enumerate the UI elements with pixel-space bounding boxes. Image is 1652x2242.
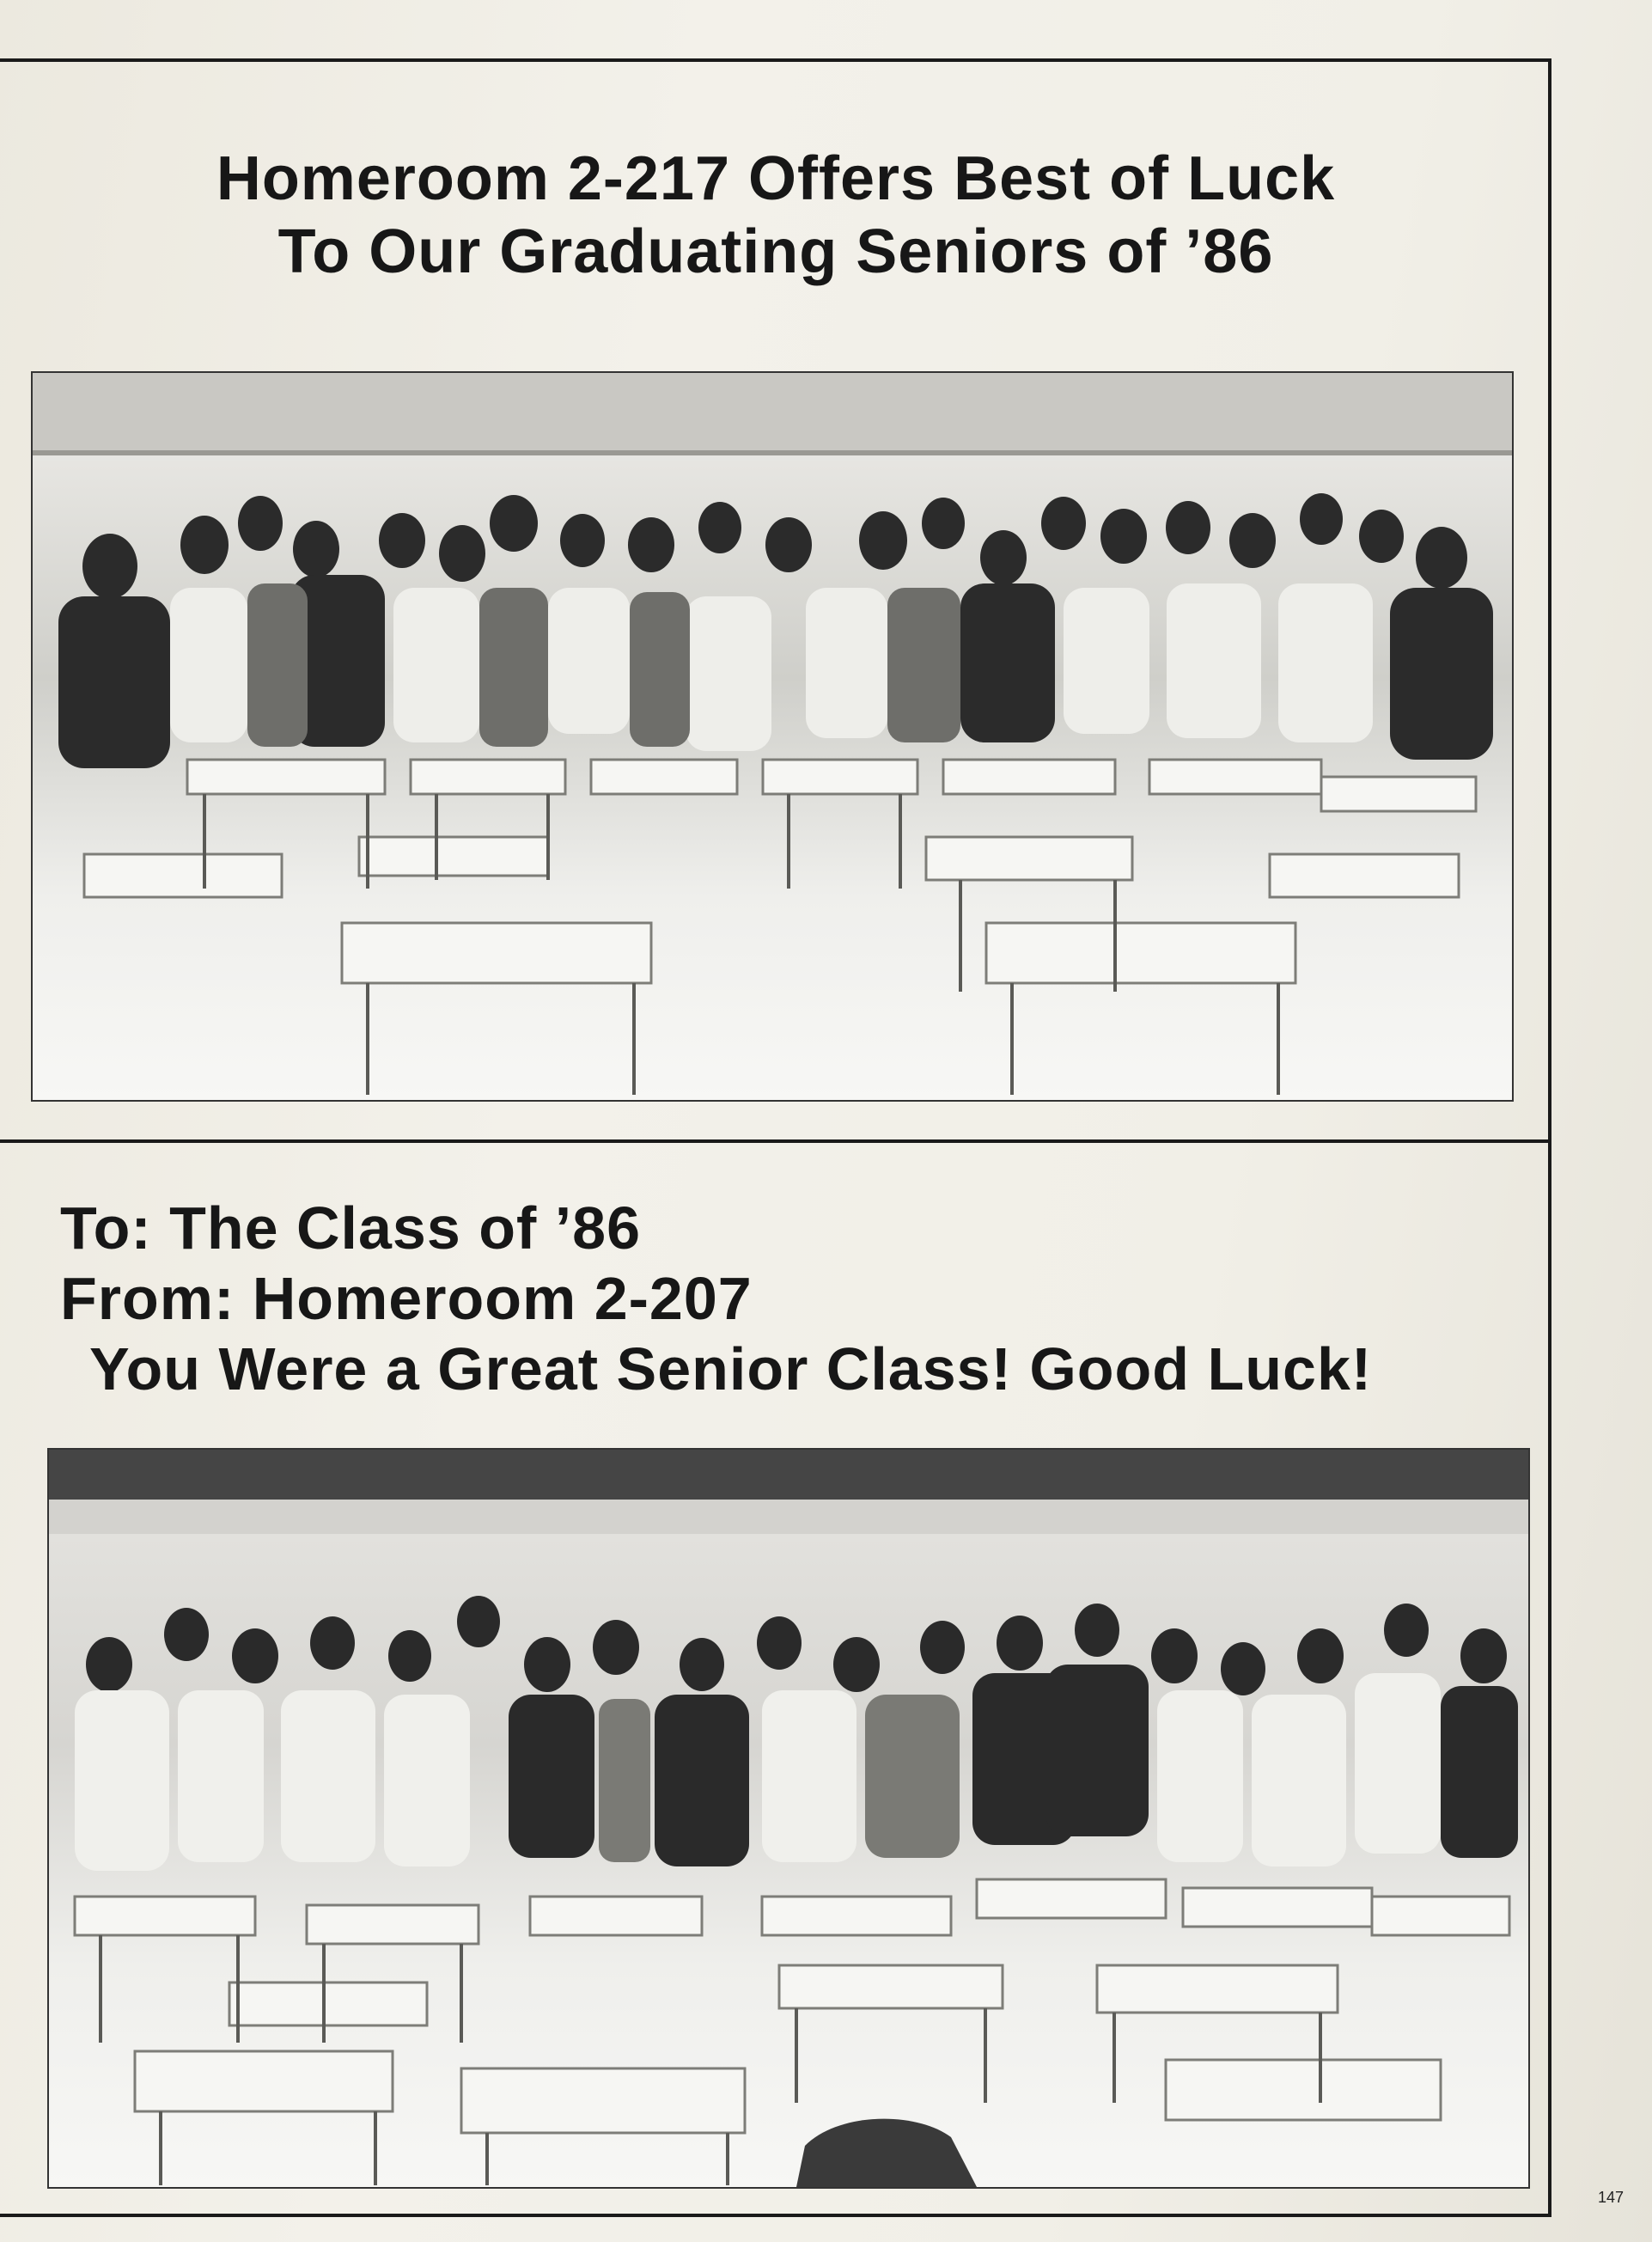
class-photo-illustration [33,373,1512,1100]
bottom-headline-line-1: To: The Class of ’86 [60,1194,642,1262]
top-headline-line-2: To Our Graduating Seniors of ’86 [277,217,1274,286]
bottom-headline-line-2: From: Homeroom 2-207 [60,1265,753,1332]
class-photo-illustration [49,1450,1528,2187]
homeroom-2-217-class-photo [31,371,1514,1102]
page-number: 147 [1598,2189,1625,2206]
bottom-headline-line-3: You Were a Great Senior Class! Good Luck! [89,1335,1373,1402]
top-headline-line-1: Homeroom 2-217 Offers Best of Luck [216,144,1336,213]
homeroom-2-207-class-photo [47,1448,1530,2189]
